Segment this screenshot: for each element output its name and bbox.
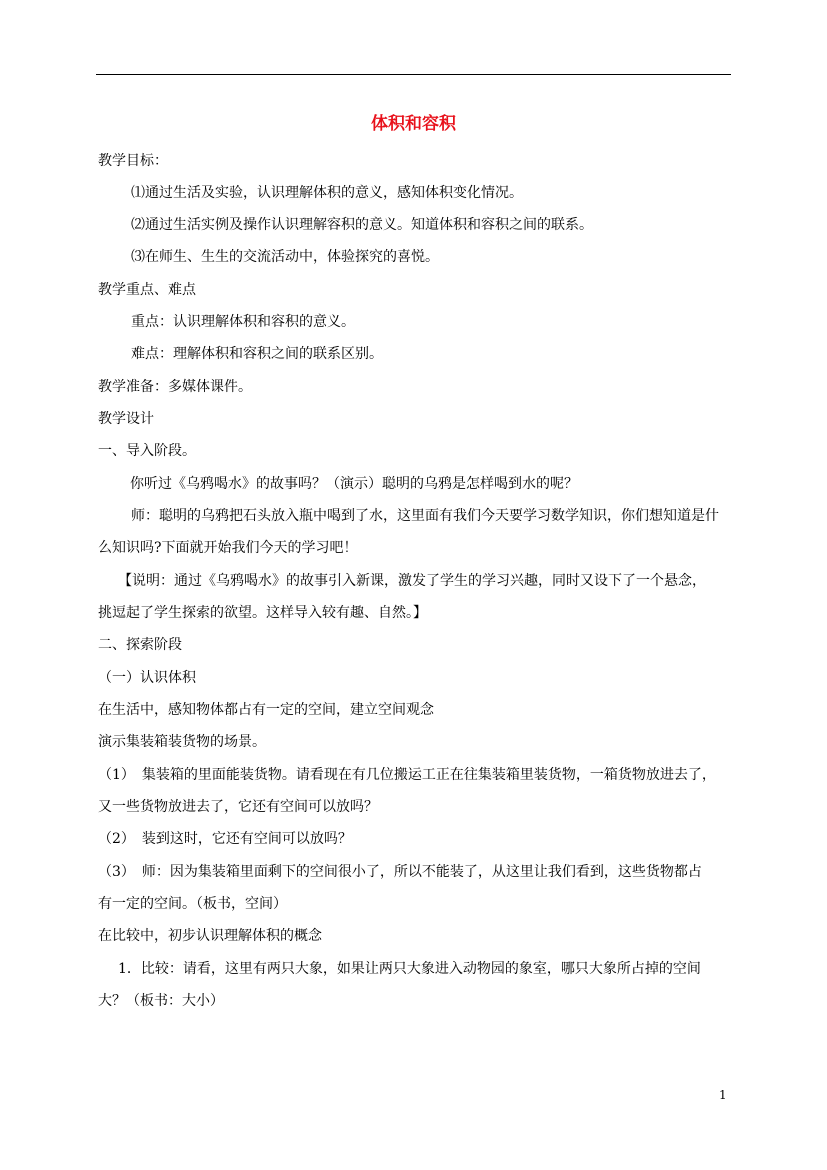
text-line: （一）认识体积 <box>98 670 196 686</box>
text-line: 一、导入阶段。 <box>98 443 196 459</box>
text-line: （3） 师：因为集装箱里面剩下的空间很小了，所以不能装了，从这里让我们看到，这些货物都占 <box>98 864 702 880</box>
text-line: ⑶在师生、生生的交流活动中，体验探究的喜悦。 <box>131 249 439 265</box>
text-line: 二、探索阶段 <box>98 637 182 653</box>
text-line: 在比较中，初步认识理解体积的概念 <box>98 928 322 944</box>
text-line: 教学目标： <box>98 153 168 169</box>
text-line: 教学设计 <box>98 411 154 427</box>
text-line: 重点：认识理解体积和容积的意义。 <box>131 314 355 330</box>
text-line: 【说明：通过《乌鸦喝水》的故事引入新课，激发了学生的学习兴趣，同时又设下了一个悬念， <box>118 573 706 589</box>
text-line: ⑴通过生活及实验，认识理解体积的意义，感知体积变化情况。 <box>131 185 523 201</box>
text-line: 教学重点、难点 <box>98 282 196 298</box>
text-line: 大？（板书：大小） <box>98 993 224 1009</box>
text-line: 难点：理解体积和容积之间的联系区别。 <box>131 346 383 362</box>
document-title: 体积和容积 <box>371 114 456 134</box>
text-line: 在生活中，感知物体都占有一定的空间，建立空间观念 <box>98 702 434 718</box>
text-line: 1．比较：请看，这里有两只大象，如果让两只大象进入动物园的象室，哪只大象所占掉的空间 <box>118 961 701 977</box>
text-line: ⑵通过生活实例及操作认识理解容积的意义。知道体积和容积之间的联系。 <box>131 217 593 233</box>
text-line: 演示集装箱装货物的场景。 <box>98 734 266 750</box>
text-line: 你听过《乌鸦喝水》的故事吗？（演示）聪明的乌鸦是怎样喝到水的呢？ <box>130 476 578 492</box>
text-line: 教学准备：多媒体课件。 <box>98 379 252 395</box>
text-line: 么知识吗?下面就开始我们今天的学习吧！ <box>98 540 358 556</box>
text-line: 挑逗起了学生探索的欲望。这样导入较有趣、自然。】 <box>98 605 427 621</box>
text-line: 又一些货物放进去了，它还有空间可以放吗？ <box>98 799 378 815</box>
page-number: 1 <box>719 1088 727 1102</box>
text-line: 有一定的空间。（板书，空间） <box>98 896 287 912</box>
text-line: 师：聪明的乌鸦把石头放入瓶中喝到了水，这里面有我们今天要学习数学知识，你们想知道是什 <box>131 508 719 524</box>
text-line: （2） 装到这时，它还有空间可以放吗？ <box>98 831 352 847</box>
header-rule <box>96 74 731 75</box>
text-line: （1） 集装箱的里面能装货物。请看现在有几位搬运工正在往集装箱里装货物，一箱货物放进去了， <box>98 767 716 783</box>
